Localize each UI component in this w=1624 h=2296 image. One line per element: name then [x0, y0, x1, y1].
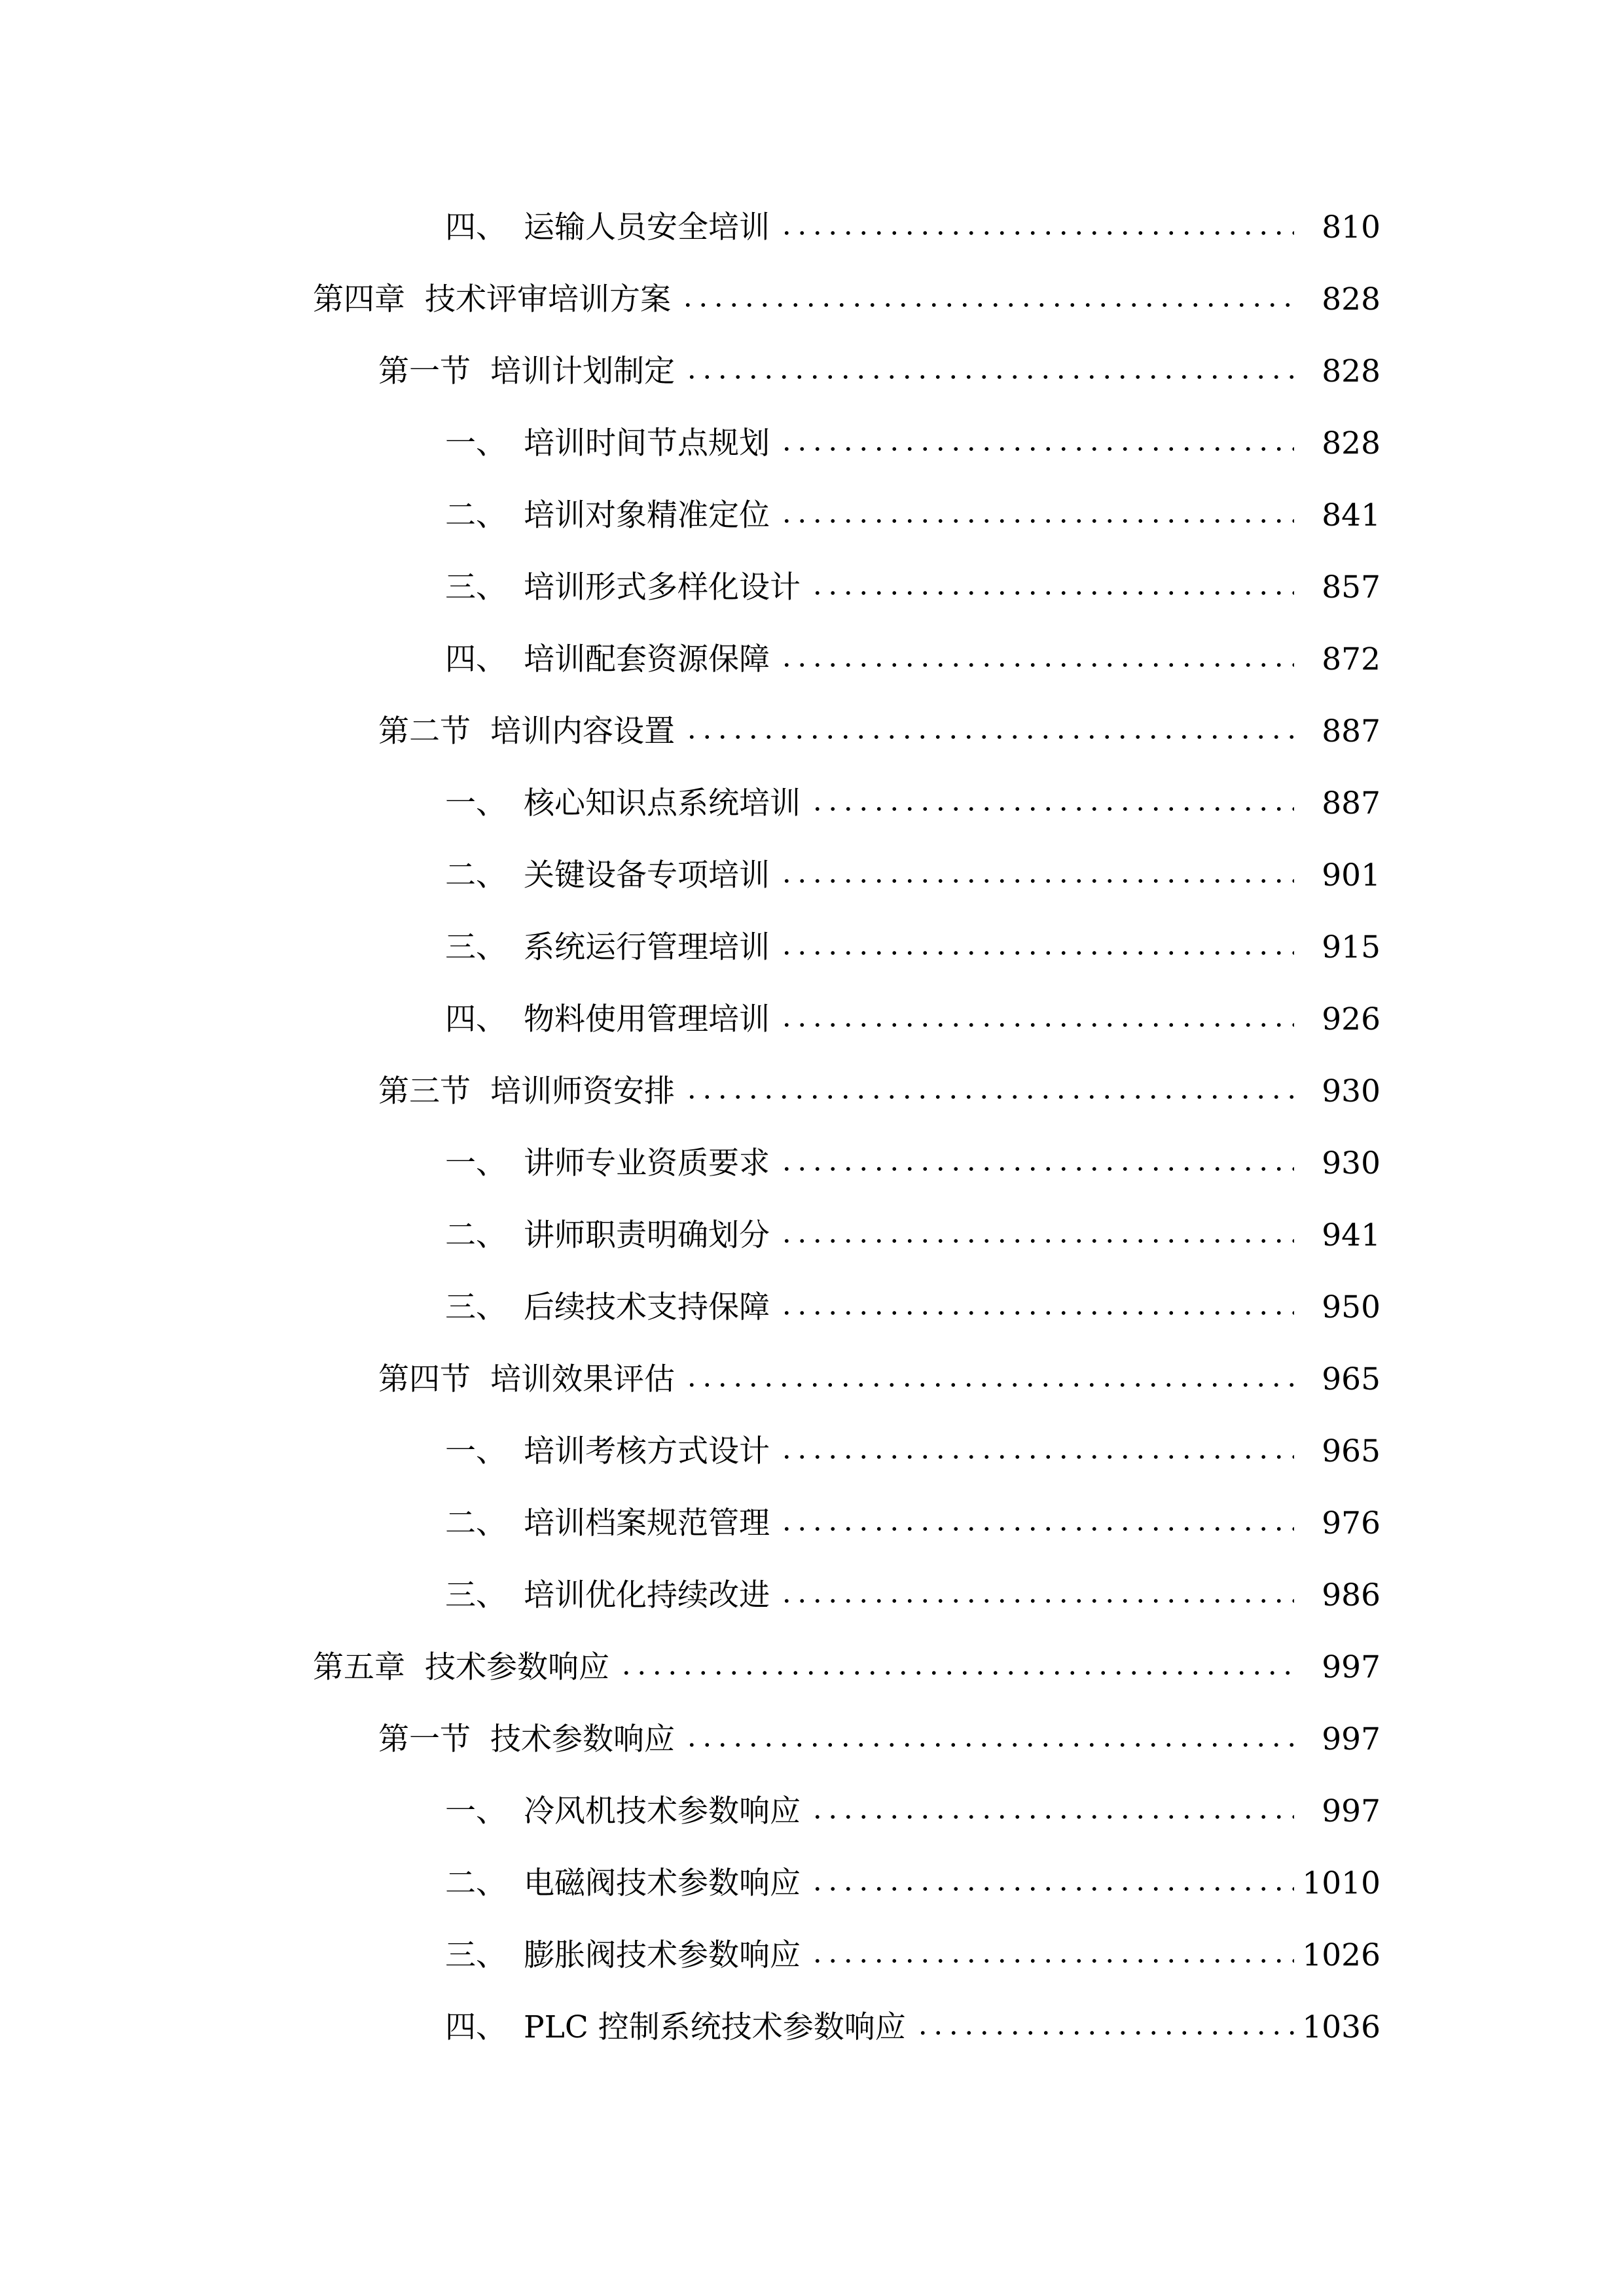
toc-entry-number: 一、	[445, 1145, 507, 1181]
toc-entry-page: 930	[1322, 1145, 1380, 1181]
dot-leader	[684, 733, 1294, 741]
toc-entry-title: 电磁阀技术参数响应	[524, 1865, 801, 1901]
toc-entry[interactable]	[0, 407, 1624, 479]
dot-leader	[684, 1381, 1294, 1389]
dot-leader	[684, 373, 1294, 381]
toc-entry[interactable]	[0, 335, 1624, 407]
dot-leader	[779, 1309, 1294, 1317]
toc-entry-page: 965	[1322, 1361, 1380, 1397]
dot-leader	[810, 589, 1294, 597]
toc-entry-number: 三、	[445, 1577, 507, 1613]
toc-entry-page: 901	[1322, 857, 1380, 893]
toc-entry[interactable]	[0, 1487, 1624, 1559]
dot-leader	[779, 1237, 1294, 1245]
toc-entry-number: 第三节	[378, 1073, 471, 1109]
toc-entry-page: 997	[1322, 1649, 1380, 1685]
dot-leader	[779, 1021, 1294, 1029]
toc-entry-title: 运输人员安全培训	[524, 209, 770, 245]
toc-entry-number: 三、	[445, 569, 507, 605]
toc-entry-page: 810	[1322, 209, 1380, 245]
toc-entry-page: 1036	[1302, 2009, 1380, 2045]
toc-entry-title: 技术参数响应	[490, 1721, 675, 1757]
toc-entry-title: PLC 控制系统技术参数响应	[524, 2009, 906, 2045]
dot-leader	[779, 1165, 1294, 1173]
toc-entry-number: 第四节	[378, 1361, 471, 1397]
toc-entry[interactable]	[0, 695, 1624, 767]
toc-entry-title: 冷风机技术参数响应	[524, 1793, 801, 1829]
toc-entry-title: 培训计划制定	[490, 353, 675, 389]
toc-entry-page: 828	[1322, 281, 1380, 317]
toc-entry-page: 950	[1322, 1289, 1380, 1325]
toc-entry[interactable]	[0, 1343, 1624, 1415]
toc-entry-number: 三、	[445, 929, 507, 965]
toc-entry-title: 培训配套资源保障	[524, 641, 770, 677]
toc-entry-page: 828	[1322, 353, 1380, 389]
dot-leader	[779, 1597, 1294, 1605]
toc-entry[interactable]	[0, 1271, 1624, 1343]
toc-entry-title: 培训档案规范管理	[524, 1505, 770, 1541]
toc-entry-page: 997	[1322, 1721, 1380, 1757]
toc-entry-page: 941	[1322, 1217, 1380, 1253]
toc-entry-page: 828	[1322, 425, 1380, 461]
dot-leader	[779, 517, 1294, 525]
toc-entry-title: 后续技术支持保障	[524, 1289, 770, 1325]
toc-entry-title: 核心知识点系统培训	[524, 785, 801, 821]
table-of-contents	[0, 191, 1624, 2063]
toc-entry-number: 二、	[445, 1217, 507, 1253]
toc-entry-number: 第四章	[313, 281, 405, 317]
toc-entry-title: 培训时间节点规划	[524, 425, 770, 461]
dot-leader	[915, 2029, 1294, 2037]
dot-leader	[779, 445, 1294, 453]
toc-entry-page: 997	[1322, 1793, 1380, 1829]
toc-entry[interactable]	[0, 1559, 1624, 1631]
toc-entry-title: 技术评审培训方案	[425, 281, 671, 317]
toc-entry-title: 物料使用管理培训	[524, 1001, 770, 1037]
toc-entry-title: 系统运行管理培训	[524, 929, 770, 965]
toc-entry-page: 926	[1322, 1001, 1380, 1037]
dot-leader	[779, 661, 1294, 669]
toc-entry-title: 培训形式多样化设计	[524, 569, 801, 605]
toc-entry-title: 技术参数响应	[425, 1649, 609, 1685]
toc-entry[interactable]	[0, 1991, 1624, 2063]
dot-leader	[779, 229, 1294, 237]
toc-entry-page: 1010	[1302, 1865, 1380, 1901]
toc-entry-number: 一、	[445, 1793, 507, 1829]
toc-entry-number: 二、	[445, 1505, 507, 1541]
toc-entry[interactable]	[0, 1919, 1624, 1991]
dot-leader	[810, 1885, 1294, 1893]
toc-entry-number: 四、	[445, 1001, 507, 1037]
dot-leader	[810, 1957, 1294, 1965]
toc-entry-title: 培训内容设置	[490, 713, 675, 749]
dot-leader	[810, 1813, 1294, 1821]
toc-entry-page: 986	[1322, 1577, 1380, 1613]
toc-entry[interactable]	[0, 191, 1624, 263]
toc-entry-number: 四、	[445, 209, 507, 245]
toc-entry-title: 培训对象精准定位	[524, 497, 770, 533]
toc-entry[interactable]	[0, 983, 1624, 1055]
toc-entry-number: 第二节	[378, 713, 471, 749]
toc-entry-number: 第一节	[378, 1721, 471, 1757]
toc-entry-title: 膨胀阀技术参数响应	[524, 1937, 801, 1973]
toc-entry-page: 965	[1322, 1433, 1380, 1469]
toc-entry-number: 三、	[445, 1937, 507, 1973]
toc-entry-title: 培训效果评估	[490, 1361, 675, 1397]
toc-entry-number: 二、	[445, 1865, 507, 1901]
toc-entry-page: 1026	[1302, 1937, 1380, 1973]
toc-entry-number: 四、	[445, 2009, 507, 2045]
toc-entry-title: 培训师资安排	[490, 1073, 675, 1109]
dot-leader	[619, 1669, 1294, 1677]
dot-leader	[684, 1741, 1294, 1749]
toc-entry-number: 四、	[445, 641, 507, 677]
dot-leader	[779, 1525, 1294, 1533]
toc-entry[interactable]	[0, 767, 1624, 839]
toc-entry-number: 一、	[445, 425, 507, 461]
toc-entry[interactable]	[0, 911, 1624, 983]
dot-leader	[779, 877, 1294, 885]
dot-leader	[779, 1453, 1294, 1461]
toc-entry-title: 讲师职责明确划分	[524, 1217, 770, 1253]
dot-leader	[810, 805, 1294, 813]
toc-entry[interactable]	[0, 1775, 1624, 1847]
toc-entry[interactable]	[0, 1631, 1624, 1703]
toc-entry[interactable]	[0, 1127, 1624, 1199]
toc-entry[interactable]	[0, 263, 1624, 335]
toc-entry-page: 887	[1322, 713, 1380, 749]
toc-entry-page: 915	[1322, 929, 1380, 965]
toc-entry-title: 关键设备专项培训	[524, 857, 770, 893]
toc-entry-number: 第五章	[313, 1649, 405, 1685]
toc-entry[interactable]	[0, 479, 1624, 551]
toc-entry-number: 第一节	[378, 353, 471, 389]
dot-leader	[680, 301, 1294, 309]
toc-entry[interactable]	[0, 1055, 1624, 1127]
toc-entry-number: 一、	[445, 785, 507, 821]
toc-entry[interactable]	[0, 1703, 1624, 1775]
toc-entry[interactable]	[0, 839, 1624, 911]
toc-entry-page: 841	[1322, 497, 1380, 533]
toc-entry[interactable]	[0, 1415, 1624, 1487]
toc-entry[interactable]	[0, 551, 1624, 623]
toc-entry-page: 976	[1322, 1505, 1380, 1541]
toc-entry[interactable]	[0, 623, 1624, 695]
dot-leader	[779, 949, 1294, 957]
toc-entry-number: 三、	[445, 1289, 507, 1325]
toc-entry-title: 培训考核方式设计	[524, 1433, 770, 1469]
toc-entry-number: 一、	[445, 1433, 507, 1469]
toc-entry-number: 二、	[445, 857, 507, 893]
toc-entry[interactable]	[0, 1199, 1624, 1271]
dot-leader	[684, 1093, 1294, 1101]
toc-entry-page: 872	[1322, 641, 1380, 677]
toc-entry-page: 887	[1322, 785, 1380, 821]
toc-entry-title: 培训优化持续改进	[524, 1577, 770, 1613]
toc-entry-number: 二、	[445, 497, 507, 533]
toc-entry-page: 857	[1322, 569, 1380, 605]
toc-entry-page: 930	[1322, 1073, 1380, 1109]
toc-entry[interactable]	[0, 1847, 1624, 1919]
toc-entry-title: 讲师专业资质要求	[524, 1145, 770, 1181]
